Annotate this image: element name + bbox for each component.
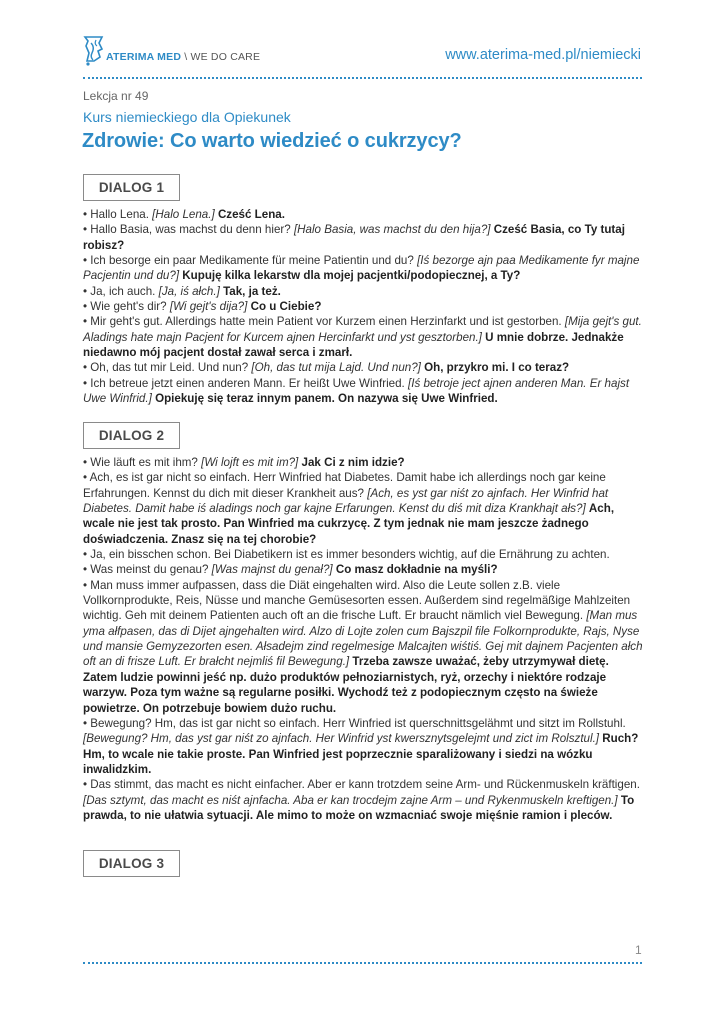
dialog-line: • Ich betreue jetzt einen anderen Mann. Er heißt Uwe Winfried. [Iś betroje ject ajnen anderen Man. Er hajst Uwe Winfrid.] Opiekuję się teraz innym panem. On nazywa się Uwe Winfried.	[83, 376, 630, 406]
dialog-2-label: DIALOG 2	[83, 422, 180, 449]
dialog-line: • Ich besorge ein paar Medikamente für meine Patientin und du? [Iś bezorge ajn paa Medikamente fyr majne Pacjentin und du?] Kupuję kilka lekarstw dla mojej pacjentki/podopiecznej, a Ty?	[83, 254, 640, 283]
website-link[interactable]: www.aterima-med.pl/niemiecki	[445, 47, 641, 63]
logo-brand: ATERIMA MED	[106, 51, 182, 63]
lesson-number: Lekcja nr 49	[83, 89, 149, 103]
footer-divider	[83, 962, 642, 964]
dialog-line: • Wie geht's dir? [Wi gejt's dija?] Co u Ciebie?	[83, 300, 322, 314]
header-divider	[83, 77, 642, 79]
logo-tagline: WE DO CARE	[190, 51, 261, 63]
course-name: Kurs niemieckiego dla Opiekunek	[83, 109, 291, 125]
dialog-line: • Ja, ein bisschen schon. Bei Diabetikern ist es immer besonders wichtig, auf die Ernährung zu achten.	[83, 548, 610, 562]
dialog-1-text	[83, 207, 645, 406]
logo-text	[106, 51, 260, 63]
dialog-1-label: DIALOG 1	[83, 174, 180, 201]
dialog-line: • Oh, das tut mir Leid. Und nun? [Oh, das tut mija Lajd. Und nun?] Oh, przykro mi. I co teraz?	[83, 361, 570, 375]
dialog-line: • Man muss immer aufpassen, dass die Diät eingehalten wird. Also die Leute sollen z.B. viele Vollkornprodukte, Reis, Nüsse und manche Gemüsesorten essen. Außerdem sind regelmäßige Mahlzeiten wichtig. Geh mit deinem Patienten auch oft an die frische Luft. Er braucht nämlich viel Bewegung. [Man mus yma ałfpasen, das di Dijet ajngehalten wird. Alzo di Lojte zolen cum Bajszpil file Folkornprodukte, Rajs, Nyse und mansie Gemyzezorten esen. Ałsadejm zind regelmesige Malcajten wiśtiś. Gej mit dajnem Pacjenten ałch oft an di frisze Luft. Er brałcht nejmliś fil Bewegung.] Trzeba zawsze uważać, żeby utrzymywał dietę. Zatem ludzie powinni jeść np. dużo produktów pełnoziarnistych, ryż, orzechy i niektóre rodzaje warzyw. Poza tym ważne są regularne posiłki. Wychodź też z podopiecznym często na świeże powietrze. On potrzebuje bowiem dużo ruchu.	[83, 578, 643, 715]
dialog-line: • Hallo Basia, was machst du denn hier? [Halo Basia, was machst du den hija?] Cześć Basia, co Ty tutaj robisz?	[83, 223, 625, 252]
dialog-line: • Was meinst du genau? [Was majnst du genał?] Co masz dokładnie na myśli?	[83, 563, 498, 577]
dialog-line: • Hallo Lena. [Halo Lena.] Cześć Lena.	[83, 208, 285, 221]
dialog-line: • Wie läuft es mit ihm? [Wi lojft es mit im?] Jak Ci z nim idzie?	[83, 456, 405, 469]
logo-emblem-icon	[82, 34, 108, 68]
dialog-3-label: DIALOG 3	[83, 850, 180, 877]
dialog-line: • Bewegung? Hm, das ist gar nicht so einfach. Herr Winfried ist querschnittsgelähmt und sitzt im Rollstuhl. [Bewegung? Hm, das yst gar niśt zo ajnfach. Her Winfrid yst kwersznytsgelejmt und zict im Rolsztul.] Ruch? Hm, to wcale nie takie proste. Pan Winfried jest poprzecznie sparaliżowany i siedzi na wózku inwalidzkim.	[83, 716, 639, 776]
dialog-2-text	[83, 455, 645, 823]
page-title: Zdrowie: Co warto wiedzieć o cukrzycy?	[82, 130, 462, 152]
dialog-line: • Ach, es ist gar nicht so einfach. Herr Winfried hat Diabetes. Damit habe ich allerdings noch gar keine Erfahrungen. Kennst du dich mit dieser Krankheit aus? [Ach, es yst gar niśt zo ajnfach. Her Winfrid hat Diabetes. Damit habe iś aladings noch gar kajne Erfarungen. Kenst du diś mit diza Krankhajt ałs?] Ach, wcale nie jest tak prosto. Pan Winfried ma cukrzycę. Z tym jednak nie mam jeszcze żadnego doświadczenia. Znasz się na tej chorobie?	[83, 471, 615, 546]
dialog-line: • Ja, ich auch. [Ja, iś ałch.] Tak, ja też.	[83, 284, 281, 298]
dialog-line: • Mir geht's gut. Allerdings hatte mein Patient vor Kurzem einen Herzinfarkt und ist gestorben. [Mija gejt's gut. Aladings hate majn Pacjent for Kurcem ajnen Hercinfarkt und yst gesztorben.] U mnie dobrze. Jednakże niedawno mój pacjent dostał zawał serca i zmarł.	[83, 315, 642, 360]
company-logo[interactable]	[82, 34, 261, 68]
dialog-line: • Das stimmt, das macht es nicht einfacher. Aber er kann trotzdem seine Arm- und Rückenmuskeln kräftigen. [Das sztymt, das macht es niśt ajnfacha. Aba er kan trocdejm zajne Arm – und Rykenmuskeln kreftigen.] To prawda, to nie ułatwia sytuacji. Ale mimo to może on wzmacniać swoje mięśnie ramion i pleców.	[83, 778, 640, 822]
page-number: 1	[635, 943, 642, 957]
logo-separator: \	[184, 51, 188, 63]
